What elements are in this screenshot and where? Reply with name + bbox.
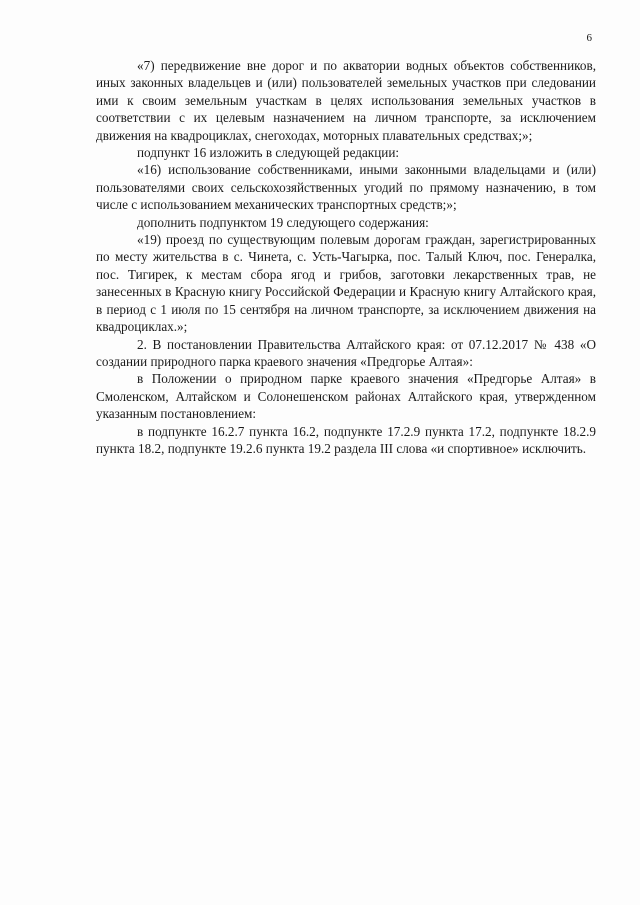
paragraph-item-19: «19) проезд по существующим полевым дорогам граждан, зарегистрированных по месту жительства в с. Чинета, с. Усть-Чагырка, пос. Талый Ключ, пос. Генералка, пос. Тигирек, к местам сбора ягод и грибов, заготовки лекарственных трав, не занесенных в Красную книгу Российской Федерации и Красную книгу Алтайского края, в период с 1 июля по 15 сентября на личном транспорте, за исключением движения на квадроциклах.»; (96, 232, 596, 335)
paragraph-amendment: в подпункте 16.2.7 пункта 16.2, подпункте 17.2.9 пункта 17.2, подпункте 18.2.9 пункта 18.2, подпункте 19.2.6 пункта 19.2 раздела III слова «и спортивное» исключить. (96, 423, 596, 456)
paragraph-instruction-16: подпункт 16 изложить в следующей редакции: (137, 145, 400, 161)
document-body (96, 57, 596, 457)
paragraph-item-7: «7) передвижение вне дорог и по акватории водных объектов собственников, иных законных владельцев и (или) пользователей земельных участков при следовании ими к своим земельным участкам в целях использования земельных участков в соответствии с их целевым назначением на личном транспорте, за исключением движения на квадроциклах, снегоходах, моторных плавательных средствах;»; (96, 58, 596, 143)
paragraph-regulation: в Положении о природном парке краевого значения «Предгорье Алтая» в Смоленском, Алтайском и Солонешенском районах Алтайского края, утвержденном указанным постановлением: (96, 371, 596, 422)
paragraph-section-2: 2. В постановлении Правительства Алтайского края: от 07.12.2017 № 438 «О создании природного парка краевого значения «Предгорье Алтая»: (96, 336, 596, 369)
paragraph-instruction-19: дополнить подпунктом 19 следующего содержания: (137, 214, 429, 230)
paragraph-item-16: «16) использование собственниками, иными законными владельцами и (или) пользователями своих сельскохозяйственных угодий по прямому назначению, в том числе с использованием механических транспортных средств;»; (96, 162, 596, 213)
page-number: 6 (586, 32, 592, 44)
